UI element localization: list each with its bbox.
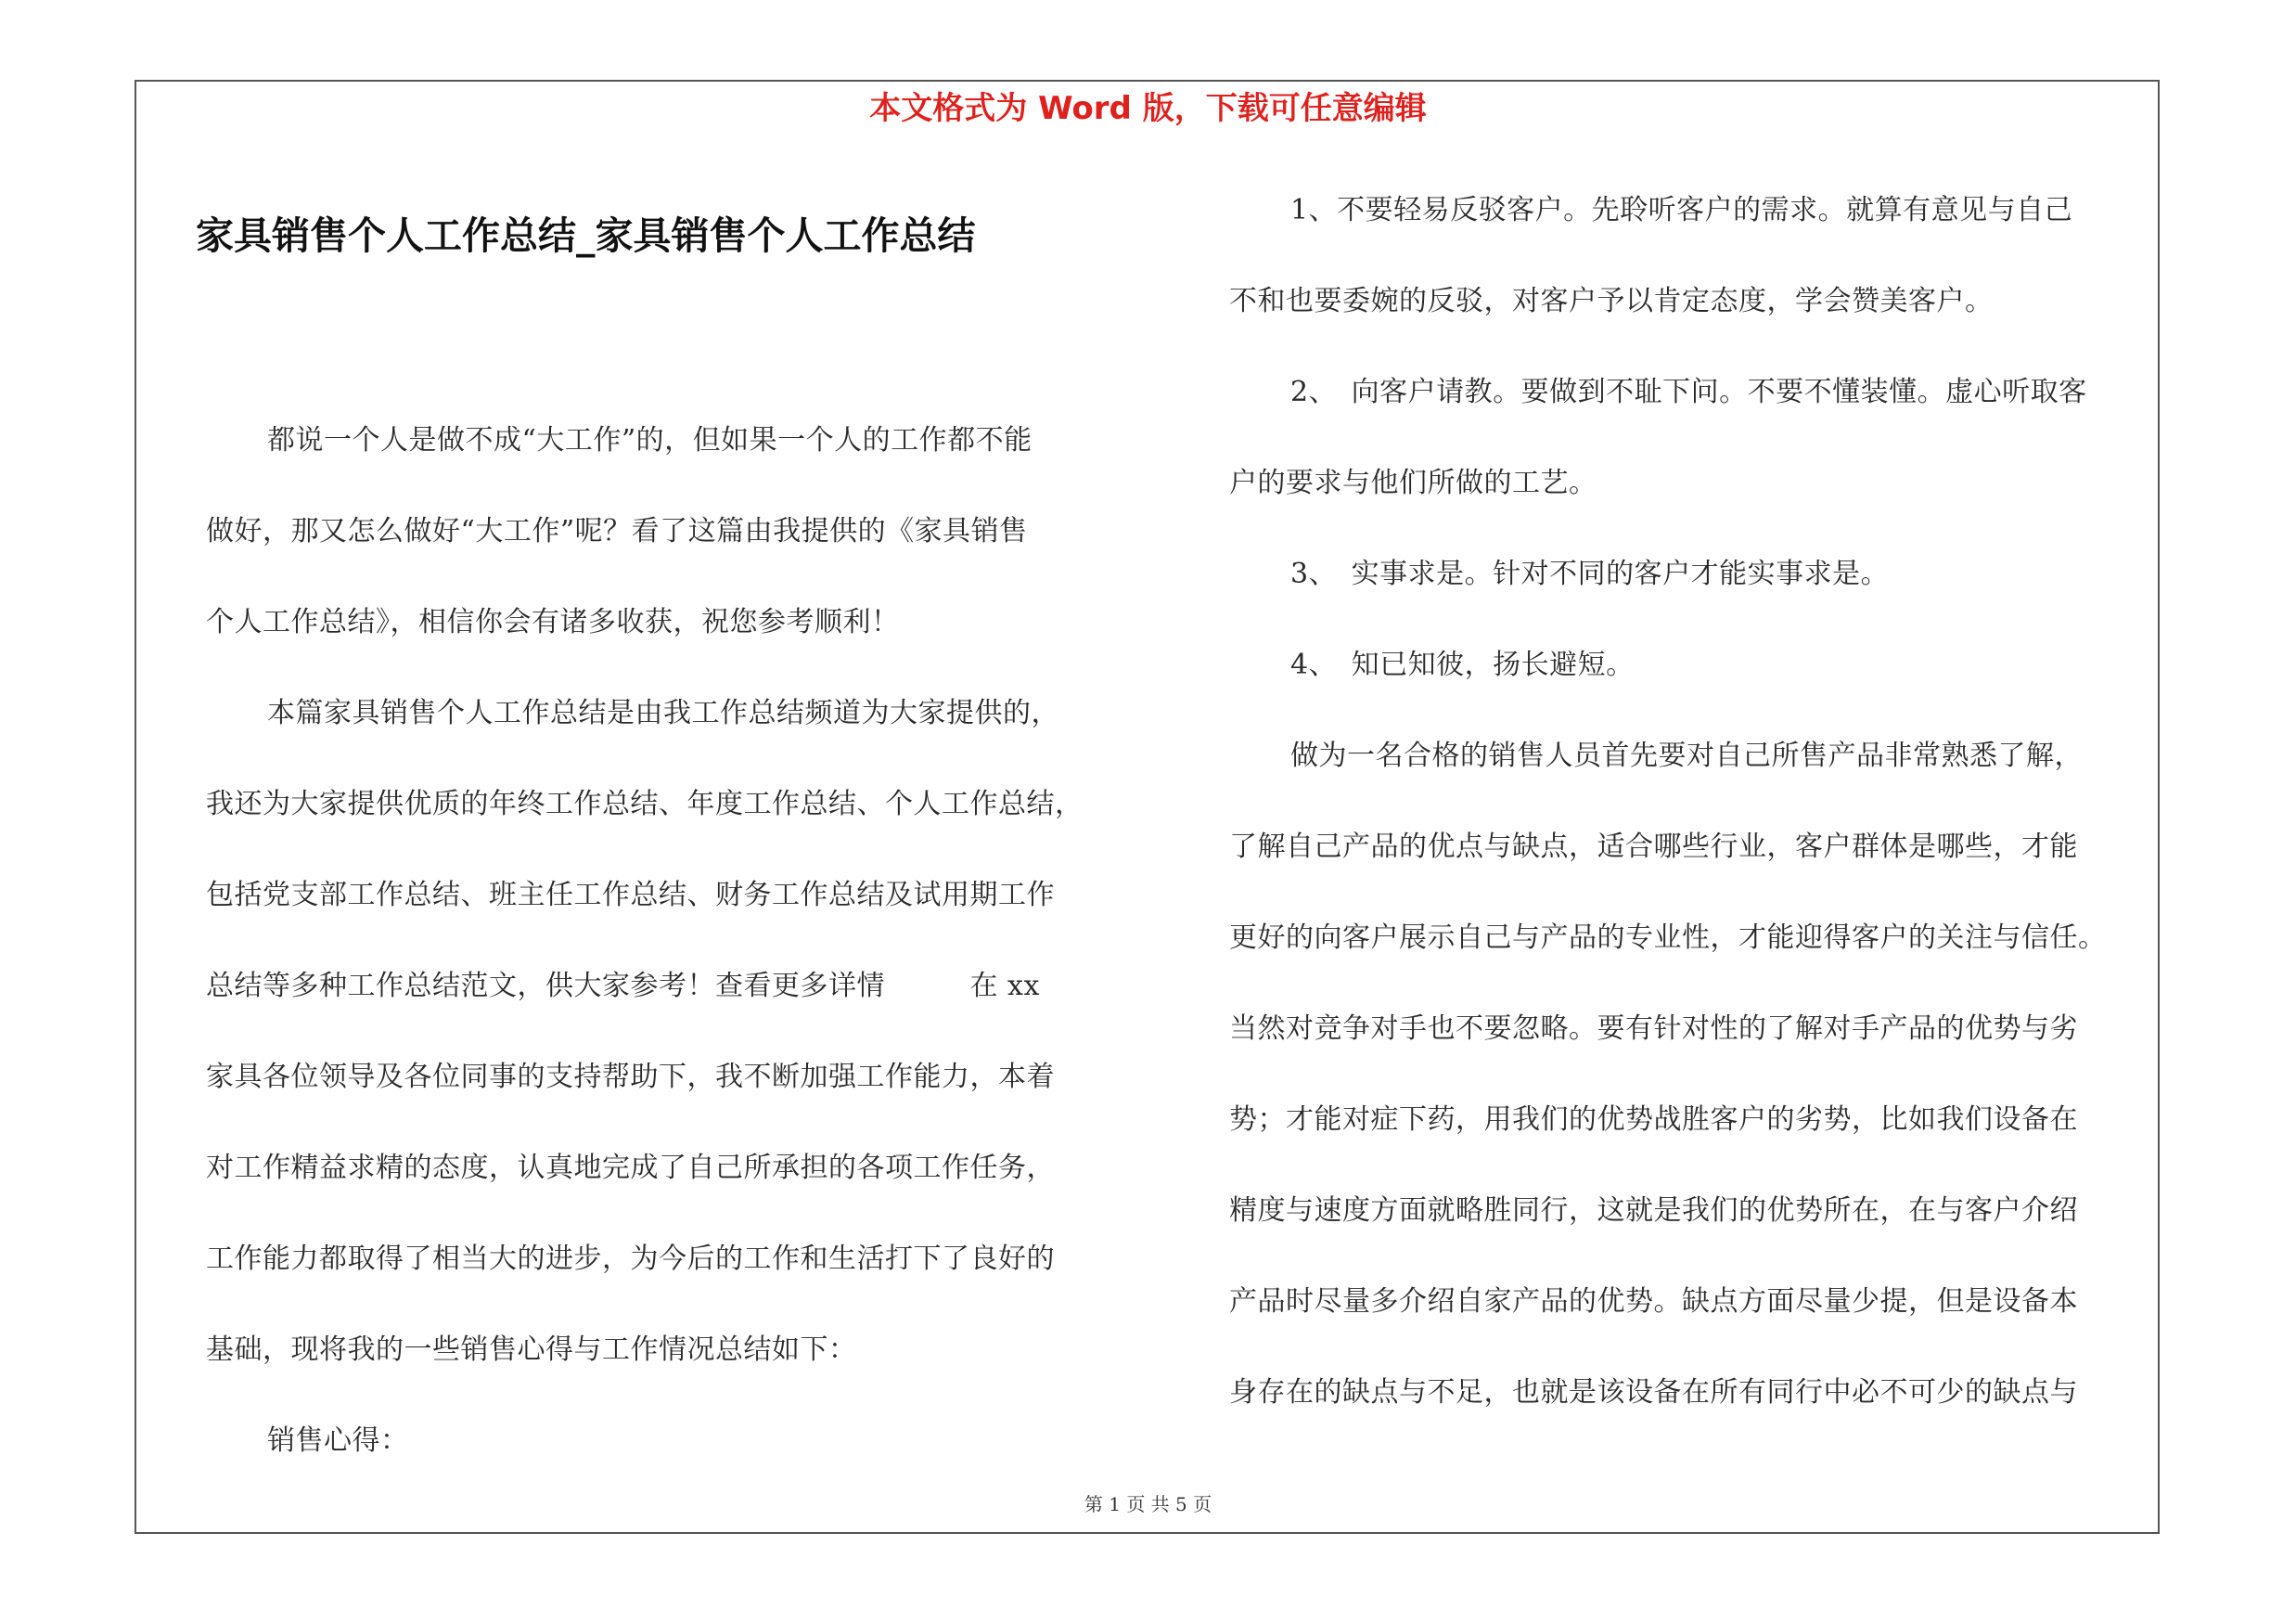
text-line: 3、 实事求是。针对不同的客户才能实事求是。 [1290,558,1890,590]
document-title: 家具销售个人工作总结_家具销售个人工作总结 [196,213,976,258]
format-banner: 本文格式为 Word 版，下载可任意编辑 [869,90,1427,127]
text-line: 势；才能对症下药，用我们的优势战胜客户的劣势，比如我们设备在 [1229,1103,2078,1136]
text-line: 身存在的缺点与不足，也就是该设备在所有同行中必不可少的缺点与 [1229,1376,2078,1409]
text-line: 家具各位领导及各位同事的支持帮助下，我不断加强工作能力，本着 [206,1061,1055,1093]
text-line: 精度与速度方面就略胜同行，这就是我们的优势所在，在与客户介绍 [1229,1194,2078,1227]
text-line: 做为一名合格的销售人员首先要对自己所售产品非常熟悉了解， [1290,740,2083,772]
text-line: 包括党支部工作总结、班主任工作总结、财务工作总结及试用期工作 [206,879,1055,911]
text-line: 总结等多种工作总结范文，供大家参考！查看更多详情 在 xx [206,970,1040,1002]
page-number-footer: 第 1 页 共 5 页 [1084,1493,1212,1515]
text-line: 不和也要委婉的反驳，对客户予以肯定态度，学会赞美客户。 [1229,285,1994,317]
text-line: 户的要求与他们所做的工艺。 [1229,467,1597,499]
text-line: 了解自己产品的优点与缺点，适合哪些行业，客户群体是哪些，才能 [1229,831,2078,863]
text-line: 产品时尽量多介绍自家产品的优势。缺点方面尽量少提，但是设备本 [1229,1285,2078,1318]
text-line: 工作能力都取得了相当大的进步，为今后的工作和生活打下了良好的 [206,1243,1055,1275]
text-line: 对工作精益求精的态度，认真地完成了自己所承担的各项工作任务， [206,1152,1055,1184]
left-text-column [206,413,1143,1504]
text-line: 4、 知已知彼，扬长避短。 [1290,649,1635,681]
text-line: 1、不要轻易反驳客户。先聆听客户的需求。就算有意见与自己 [1290,194,2073,226]
text-line: 个人工作总结》，相信你会有诸多收获，祝您参考顺利！ [206,606,900,638]
text-line: 销售心得： [267,1424,409,1457]
text-line: 做好，那又怎么做好“大工作”呢？看了这篇由我提供的《家具销售 [206,515,1028,547]
text-line: 更好的向客户展示自己与产品的专业性，才能迎得客户的关注与信任。 [1229,921,2107,954]
right-text-column [1229,183,2152,1456]
text-line: 当然对竞争对手也不要忽略。要有针对性的了解对手产品的优势与劣 [1229,1012,2078,1045]
text-line: 2、 向客户请教。要做到不耻下问。不要不懂装懂。虚心听取客 [1290,376,2087,408]
text-line: 都说一个人是做不成“大工作”的，但如果一个人的工作都不能 [267,424,1033,457]
text-line: 基础，现将我的一些销售心得与工作情况总结如下： [206,1333,857,1366]
text-line: 本篇家具销售个人工作总结是由我工作总结频道为大家提供的， [267,697,1059,729]
text-line: 我还为大家提供优质的年终工作总结、年度工作总结、个人工作总结， [206,788,1084,820]
